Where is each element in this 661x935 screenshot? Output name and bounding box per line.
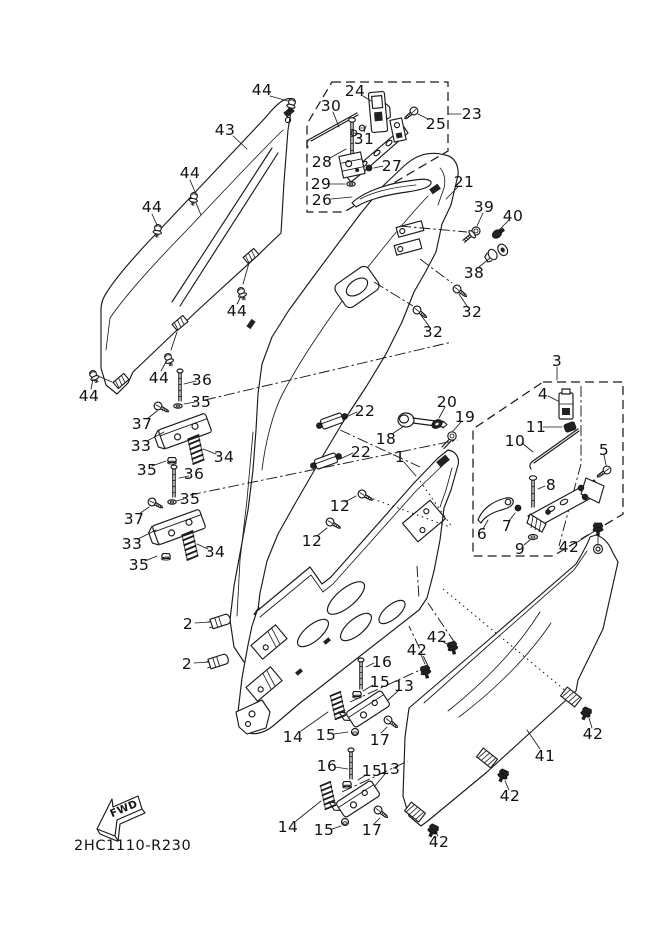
callout-18: 18 [375,430,397,448]
callout-15: 15 [361,762,383,780]
callout-17: 17 [369,731,391,749]
callout-22: 22 [354,402,376,420]
callout-25: 25 [425,115,447,133]
callout-8: 8 [545,476,557,494]
callout-7: 7 [501,517,513,535]
callout-40: 40 [502,207,524,225]
callout-42: 42 [499,787,521,805]
callout-4: 4 [537,385,549,403]
callout-26: 26 [311,191,333,209]
callout-42: 42 [428,833,450,851]
door-lock-assembly-24 [368,91,391,133]
callout-35: 35 [179,490,201,508]
latch-block-4 [559,389,573,419]
callout-42: 42 [426,628,448,646]
callout-14: 14 [277,818,299,836]
callout-30: 30 [320,97,342,115]
callout-2: 2 [181,655,193,673]
callout-9: 9 [514,540,526,558]
callout-35: 35 [128,556,150,574]
clip-2-upper [207,613,231,629]
callout-23: 23 [461,105,483,123]
diagram-part-code: 2HC1110-R230 [74,838,192,854]
callout-36: 36 [183,465,205,483]
callout-24: 24 [344,82,366,100]
callout-11: 11 [525,418,547,436]
callout-42: 42 [406,641,428,659]
callout-32: 32 [422,323,444,341]
callout-44: 44 [141,198,163,216]
callout-34: 34 [213,448,235,466]
callout-35: 35 [190,393,212,411]
callout-19: 19 [454,408,476,426]
callout-33: 33 [121,535,143,553]
callout-10: 10 [504,432,526,450]
callout-44: 44 [179,164,201,182]
callout-33: 33 [130,437,152,455]
callout-43: 43 [214,121,236,139]
callout-20: 20 [436,393,458,411]
callout-44: 44 [226,302,248,320]
bracket-38 [483,242,510,265]
callout-34: 34 [204,543,226,561]
callout-6: 6 [476,525,488,543]
window-frame-43 [98,99,295,394]
callout-44: 44 [251,81,273,99]
callout-41: 41 [534,747,556,765]
callout-38: 38 [463,264,485,282]
screw-39 [461,225,482,245]
callout-28: 28 [311,153,333,171]
callout-22: 22 [350,443,372,461]
fwd-arrow-label: FWD [108,797,140,821]
callout-15: 15 [369,673,391,691]
callout-37: 37 [131,415,153,433]
callout-14: 14 [282,728,304,746]
callout-21: 21 [453,173,475,191]
callout-13: 13 [393,677,415,695]
striker-bar [527,478,604,532]
callout-37: 37 [123,510,145,528]
callout-16: 16 [316,757,338,775]
callout-5: 5 [598,441,610,459]
callout-13: 13 [379,760,401,778]
plug-40 [491,226,506,240]
latch-bolt-8 [529,476,536,507]
callout-44: 44 [78,387,100,405]
screws-32 [412,284,469,321]
callout-12: 12 [301,532,323,550]
callout-35: 35 [136,461,158,479]
callout-15: 15 [315,726,337,744]
callout-36: 36 [191,371,213,389]
callout-42: 42 [582,725,604,743]
callout-3: 3 [551,352,563,370]
callout-31: 31 [353,130,375,148]
callout-12: 12 [329,497,351,515]
callout-42: 42 [558,538,580,556]
clip-2-lower [205,653,229,669]
callout-15: 15 [313,821,335,839]
callout-39: 39 [473,198,495,216]
callout-44: 44 [148,369,170,387]
outer-panel-41 [403,535,618,826]
callout-32: 32 [461,303,483,321]
callout-17: 17 [361,821,383,839]
screw-19 [442,432,456,449]
callout-16: 16 [371,653,393,671]
callout-27: 27 [381,157,403,175]
grommet-20 [430,418,444,430]
callout-1: 1 [394,448,406,466]
callout-2: 2 [182,615,194,633]
callout-29: 29 [310,175,332,193]
